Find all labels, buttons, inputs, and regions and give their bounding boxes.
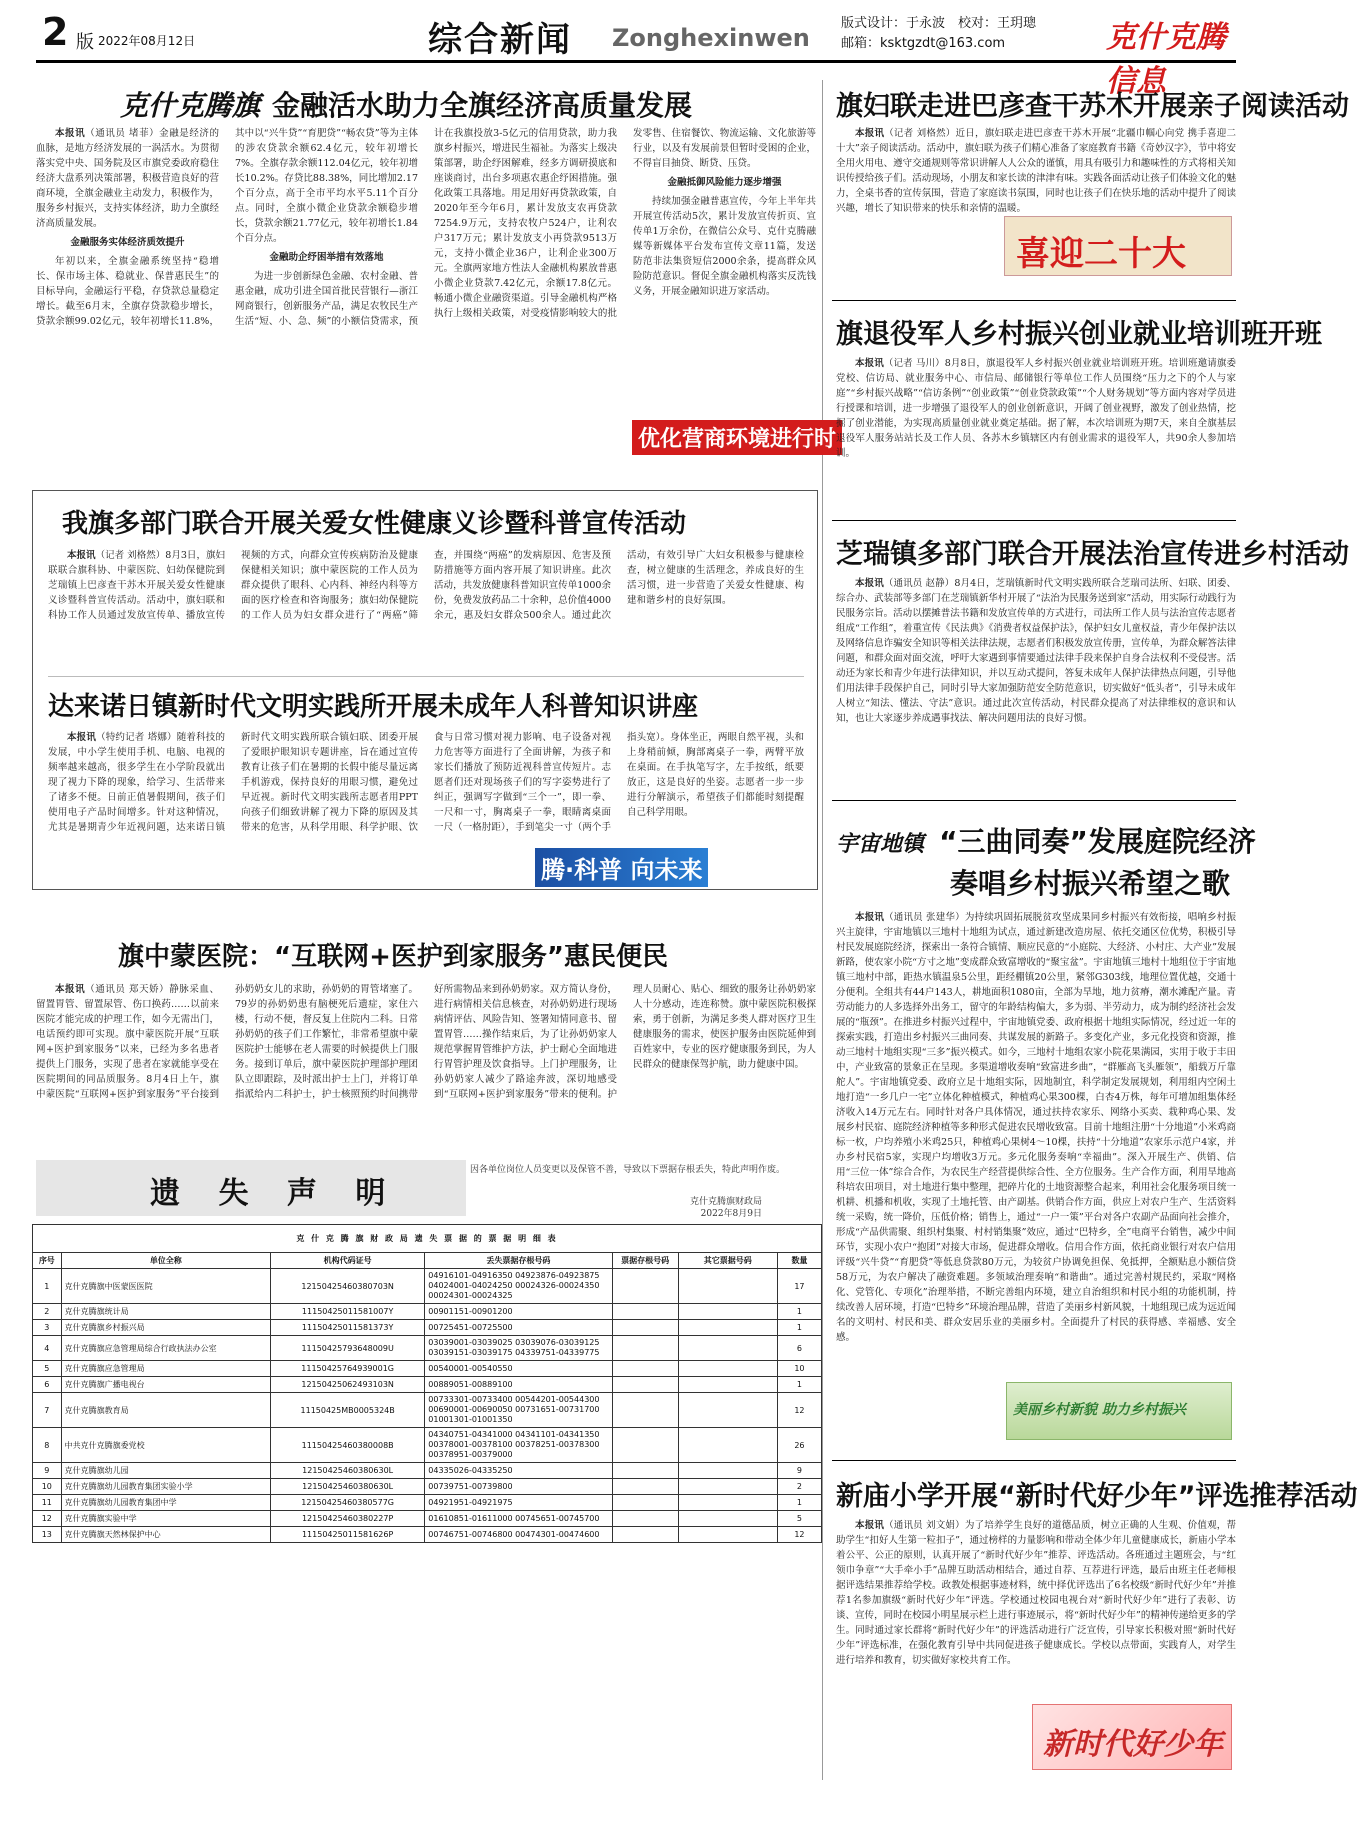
lost-table-caption: 克 什 克 腾 旗 财 政 局 遗 失 票 据 的 票 据 明 细 表 <box>33 1225 822 1253</box>
cell-stub-no <box>612 1495 678 1511</box>
cell-lost-no: 00889051-00889100 <box>425 1377 612 1393</box>
cell-code: 11150425793648009U <box>271 1336 425 1361</box>
a1-tag: 优化营商环境进行时 <box>632 420 842 455</box>
cell-index: 12 <box>33 1511 62 1527</box>
cell-index: 5 <box>33 1361 62 1377</box>
cell-unit: 中共克什克腾旗委党校 <box>61 1428 270 1463</box>
r4-lead: 本报讯 <box>855 912 885 923</box>
column-divider <box>822 80 823 1780</box>
cell-count: 12 <box>777 1527 821 1543</box>
a2-body <box>48 548 804 666</box>
cell-other-no <box>678 1527 777 1543</box>
cell-code: 11150425460380008B <box>271 1428 425 1463</box>
table-row <box>33 1527 822 1543</box>
cell-code: 12150425460380630L <box>271 1463 425 1479</box>
cell-code: 12150425460380227P <box>271 1511 425 1527</box>
r4-title-1: “三曲同奏”发展庭院经济 <box>939 825 1256 858</box>
r5-lead: 本报讯 <box>855 1520 885 1531</box>
cell-count: 10 <box>777 1361 821 1377</box>
r1-lead: 本报讯 <box>855 128 885 139</box>
cell-count: 1 <box>777 1304 821 1320</box>
box-divider <box>48 676 804 677</box>
th-lost-no: 丢失票据存根号码 <box>425 1253 612 1269</box>
cell-stub-no <box>612 1336 678 1361</box>
cell-unit: 克什克腾旗教育局 <box>61 1393 270 1428</box>
cell-stub-no <box>612 1304 678 1320</box>
cell-stub-no <box>612 1463 678 1479</box>
th-code: 机构代码证号 <box>271 1253 425 1269</box>
cell-count: 2 <box>777 1479 821 1495</box>
cell-stub-no <box>612 1479 678 1495</box>
cell-count: 6 <box>777 1336 821 1361</box>
cell-index: 1 <box>33 1269 62 1304</box>
r5-badge-bg <box>1032 1704 1232 1770</box>
r4-tag: 美丽乡村新貌 助力乡村振兴 <box>1013 1402 1186 1418</box>
table-row <box>33 1495 822 1511</box>
lost-sign-org: 克什克腾旗财政局 <box>690 1197 763 1207</box>
cell-stub-no <box>612 1527 678 1543</box>
lost-table-header <box>33 1253 822 1269</box>
cell-stub-no <box>612 1393 678 1428</box>
cell-lost-no: 00733301-00733400 00544201-00544300 00690001-00690050 00731651-00731700 01001301-01001350 <box>425 1393 612 1428</box>
cell-stub-no <box>612 1377 678 1393</box>
r2-text: （记者 马川）8月8日，旗退役军人乡村振兴创业就业培训班开班。培训班邀请旗委党校、信访局、就业服务中心、市信局、邮储银行等单位工作人员围绕“压力之下的个人与家庭”“乡村振兴战略”“信访条例”“创业政策”“创业贷款政策”“个人财务规划”等方面内容对学员进行授课和培训，进一步增强了退役军人的创业创新意识，开阔了创业视野，激发了创业热情，挖掘了创业潜能，为实现高质量创业就业奠定基础。据了解，本次培训班为期7天，来自全旗基层退役军人服务站站长及工作人员、各苏木乡镇辖区内有创业需求的退役军人，共90余人参加培训。 <box>836 358 1236 459</box>
cell-unit: 克什克腾旗应急管理局 <box>61 1361 270 1377</box>
newspaper-logo: 克什克腾信息 <box>1106 20 1226 99</box>
cell-unit: 克什克腾旗中医蒙医医院 <box>61 1269 270 1304</box>
a1-sub3: 金融抵御风险能力逐步增强 <box>667 177 782 188</box>
table-row <box>33 1428 822 1463</box>
r-divider-3 <box>832 800 1236 801</box>
a1-text2: 年初以来，全旗金融系统坚持“稳增长、保市场主体、稳就业、保普惠民生”的目标导向，金融运行平稳，存贷款总量稳定增长。截至6月末，全旗存贷款稳步增长，贷款余额99.02亿元，较年初增长11.8%，其中以“兴牛贷”“育肥贷”“畅农贷”等为主体的涉农贷款余额62.4亿元，较年初增长7%。全旗存款余额112.04亿元，较年初增长10.2%。存贷比88.38%，同比增加2.17个百分点，高于全市平均水平5.11个百分点。同时，全旗小微企业贷款余额稳步增长，贷款余额21.77亿元，较年初增长1.84个百分点。 <box>36 128 418 327</box>
credits <box>841 14 1036 54</box>
a4-title: 旗中蒙医院：“互联网+医护到家服务”惠民便民 <box>118 942 668 972</box>
cell-index: 11 <box>33 1495 62 1511</box>
cell-index: 8 <box>33 1428 62 1463</box>
cell-lost-no: 00725451-00725500 <box>425 1320 612 1336</box>
cell-code: 11150425011581626P <box>271 1527 425 1543</box>
a3-title: 达来诺日镇新时代文明实践所开展未成年人科普知识讲座 <box>48 692 699 722</box>
r5-title: 新庙小学开展“新时代好少年”评选推荐活动 <box>836 1481 1358 1512</box>
r2-lead: 本报讯 <box>855 358 884 369</box>
th-stub-no: 票据存根号码 <box>612 1253 678 1269</box>
a1-sub1: 金融服务实体经济质效提升 <box>70 237 185 248</box>
table-row <box>33 1304 822 1320</box>
cell-lost-no: 04921951-04921975 <box>425 1495 612 1511</box>
cell-other-no <box>678 1479 777 1495</box>
cell-unit: 克什克腾旗幼儿园教育集团中学 <box>61 1495 270 1511</box>
cell-count: 12 <box>777 1393 821 1428</box>
a1-text4: 持续加强金融普惠宣传，今年上半年共开展宣传活动5次，累计发放宣传折页、宣传单1万余份，在微信公众号、克什克腾融媒等新媒体平台发布宣传文章11篇，发送防范非法集资短信2000余条，提高群众风险防范意识。督促全旗金融机构落实反洗钱义务，开展金融知识进万家活动。 <box>633 196 816 297</box>
r-divider-1 <box>832 300 1236 301</box>
cell-index: 9 <box>33 1463 62 1479</box>
cell-other-no <box>678 1304 777 1320</box>
r3-text: （通讯员 赵静）8月4日，芝瑞镇新时代文明实践所联合芝瑞司法所、妇联、团委、综合办、武装部等多部门在芝瑞镇新华村开展了“法治为民服务送到家”活动，用实际行动践行为民服务宗旨。活动以摆摊普法书籍和发放宣传单的方式进行，司法所工作人员与法治宣传志愿者组成“工作组”，着重宣传《民法典》《消费者权益保护法》，保护妇女儿童权益，青少年保护法以及网络信息诈骗安全知识等相关法律法规，志愿者们积极发放宣传册，宣传单，为群众解答法律问题，和群众面对面交流，呼吁大家遇到事情要通过法律手段来保护自身合法权利不受侵害。活动还为家长和青少年进行法律知识，并以互动式提问，答复未成年人保护法律热点问题，引导他们用法律手段保护自己，同时引导大家加强防范安全防范意识，切实做好“低头者”，引导未成年人树立“知法、懂法、守法”意识。通过此次宣传活动，村民群众提高了对法律维权的意识和认知，也让大家逐步养成遇事找法、解决问题用法的良好习惯。 <box>836 578 1236 724</box>
cell-index: 3 <box>33 1320 62 1336</box>
issue-date: 2022年08月12日 <box>98 34 196 48</box>
table-row <box>33 1393 822 1428</box>
lost-table <box>32 1224 822 1543</box>
cell-unit: 克什克腾旗应急管理局综合行政执法办公室 <box>61 1336 270 1361</box>
table-row <box>33 1479 822 1495</box>
table-row <box>33 1463 822 1479</box>
r4-title-2: 奏唱乡村振兴希望之歌 <box>950 867 1231 900</box>
cell-other-no <box>678 1320 777 1336</box>
r5-badge: 新时代好少年 <box>1043 1727 1223 1762</box>
cell-stub-no <box>612 1511 678 1527</box>
email[interactable]: 邮箱：ksktgzdt@163.com <box>841 36 1006 51</box>
th-other-no: 其它票据号码 <box>678 1253 777 1269</box>
r3-lead: 本报讯 <box>855 578 884 589</box>
a3-body <box>48 730 804 850</box>
masthead <box>36 10 1236 99</box>
a1-lead: 本报讯 <box>55 128 86 139</box>
th-count: 数量 <box>777 1253 821 1269</box>
a2-text: （记者 刘格然）8月3日，旗妇联联合旗科协、中蒙医院、妇幼保健院到芝瑞镇上巴彦查干苏木开展关爱女性健康义诊暨科普宣传活动。活动中，旗妇联和科协工作人员通过发放宣传单、播放宣传视频的方式，向群众宣传疾病防治及健康保健相关知识；旗中蒙医院的工作人员为群众提供了眼科、心内科、神经内科等方面的医疗检查和咨询服务；旗妇幼保健院的工作人员为妇女群众进行了“两癌”筛查，并围绕“两癌”的发病原因、危害及预防措施等方面内容开展了知识讲座。此次活动，共发放健康科普知识宣传单1000余份，免费发放药品二十余种，总价值4000余元，惠及妇女群众500余人。通过此次活动，有效引导广大妇女积极参与健康检查，树立健康的生活理念，养成良好的生活习惯，进一步营造了关爱女性健康、构建和谐乡村的良好氛围。 <box>48 550 804 621</box>
r1-badge: 喜迎二十大 <box>1016 234 1186 274</box>
cell-code: 11150425011581373Y <box>271 1320 425 1336</box>
a1-headline <box>120 84 692 124</box>
th-index: 序号 <box>33 1253 62 1269</box>
cell-other-no <box>678 1511 777 1527</box>
cell-code: 11150425MB0005324B <box>271 1393 425 1428</box>
cell-count: 17 <box>777 1269 821 1304</box>
r1-title: 旗妇联走进巴彦查干苏木开展亲子阅读活动 <box>836 91 1349 122</box>
cell-unit: 克什克腾旗统计局 <box>61 1304 270 1320</box>
a4-lead: 本报讯 <box>55 984 86 995</box>
cell-lost-no: 00901151-00901200 <box>425 1304 612 1320</box>
cell-other-no <box>678 1269 777 1304</box>
a1-text3: 为进一步创新绿色金融、农村金融、普惠金融，成功引进全国首批民营银行—浙江网商银行，创新服务产品，满足农牧民生产生活“短、小、急、频”的小额信贷需求，预计在我旗投放3-5亿元的信用贷款，助力我旗乡村振兴，增进民生福祉。为落实上级决策部署，助企纾困解难，经多方调研摸底和座谈商讨，出台多项惠农惠企纾困措施。强化政策工具落地。用足用好再贷款政策，自2020年至今年6月，累计发放支农再贷款7254.9万元，支持农牧户524户，让利农户317万元；累计发放支小再贷款9513万元，支持小微企业36户，让利企业300万元。全旗两家地方性法人金融机构累放普惠小微企业贷款7.42亿元，余额17.8亿元。畅通小微企业融资渠道。引导金融机构严格执行上级相关政策，对受疫情影响较大的批发零售、住宿餐饮、物流运输、文化旅游等行业，以及有发展前景但暂时受困的企业，不得盲目抽贷、断贷、压贷。 <box>235 128 816 327</box>
a3-tag: 腾·科普 向未来 <box>535 848 708 887</box>
cell-lost-no: 03039001-03039025 03039076-03039125 03039151-03039175 04339751-04339775 <box>425 1336 612 1361</box>
cell-index: 7 <box>33 1393 62 1428</box>
page-label: 版 <box>76 32 94 53</box>
cell-count: 26 <box>777 1428 821 1463</box>
cell-code: 11150425764939001G <box>271 1361 425 1377</box>
cell-count: 1 <box>777 1377 821 1393</box>
cell-stub-no <box>612 1320 678 1336</box>
cell-other-no <box>678 1393 777 1428</box>
cell-lost-no: 04916101-04916350 04923876-04923875 04024001-04024250 00024326-00024350 00024301-00024325 <box>425 1269 612 1304</box>
table-row <box>33 1269 822 1304</box>
r1-text: （记者 刘格然）近日，旗妇联走进巴彦查干苏木开展“北疆巾帼心向党 携手喜迎二十大”亲子阅读活动。活动中，旗妇联为孩子们精心准备了家庭教育书籍《奇妙汉字》，节中将安全用火用电、遵守交通规则等常识讲解人人公众的谨慎，用具有吸引力和趣味性的方式将相关知识传授给孩子们。活动现场，小朋友和家长读的津津有味。实践各面活动让孩子们体验文化的魅力，全桌书香的宣传氛围，营造了家庭读书氛围，同时也让孩子们在快乐地的活动中提升了阅读兴趣，增长了知识带来的快乐和亲情的温暖。 <box>836 128 1236 214</box>
cell-index: 6 <box>33 1377 62 1393</box>
r2-title: 旗退役军人乡村振兴创业就业培训班开班 <box>836 319 1322 350</box>
lost-sign-date: 2022年8月9日 <box>700 1209 763 1219</box>
a4-body <box>36 982 816 1142</box>
a4-text: （通讯员 郑天娇）静脉采血、留置胃管、留置尿管、伤口换药……以前来医院才能完成的护理工作，如今无需出门，电话预约即可实现。旗中蒙医院开展“互联网+医护到家服务”以来，已经为多名患者提供上门服务，实现了患者在家就能享受在医院期间的同品质服务。8月4日上午，旗中蒙医院“互联网+医护到家服务”平台接到孙奶奶女儿的求助，孙奶奶的胃管堵塞了。79岁的孙奶奶患有脑梗死后遗症，家住六楼，行动不便，督反复上住院内二科。日常孙奶奶的孩子们工作繁忙，非常希望旗中蒙医院护士能够在老人需要的时候提供上门服务。接到订单后，旗中蒙医院护理部护理团队立即跟踪，及时派出护士上门，并将订单指派给内二科护士，护士核照预约时间携带好所需物品来到孙奶奶家。双方简认身份，进行病情相关信息核查，对孙奶奶进行现场病情评估、风险告知、签署知情同意书、留置胃管……操作结束后，为了让孙奶奶家人规范掌握胃管维护方法，护士耐心全面地进行胃管护理及饮食指导。上门护理服务，让孙奶奶家人减少了路途奔波，深切地感受到“互联网+医护到家服务”带来的便利。护理人员耐心、贴心、细致的服务让孙奶奶家人十分感动，连连称赞。旗中蒙医院积极探索，勇于创新，为满足多类人群对医疗卫生健康服务的需求，使医护服务由医院延伸到百姓家中，专业的医疗健康服务到民，为人民群众的健康保驾护航，助力健康中国。 <box>36 984 816 1100</box>
cell-code: 12150425062493103N <box>271 1377 425 1393</box>
cell-index: 2 <box>33 1304 62 1320</box>
cell-count: 1 <box>777 1495 821 1511</box>
r4-title-small: 宇宙地镇 <box>836 831 925 857</box>
a3-text: （特约记者 塔娜）随着科技的发展，中小学生使用手机、电脑、电视的频率越来越高，很多学生在小学阶段就出现了视力下降的现象，给学习、生活带来了诸多不便。日前正值暑假期间，孩子们使用电子产品时间增多。针对这种情况，尤其是暑期青少年近视问题，达来诺日镇新时代文明实践所联合镇妇联、团委开展了爱眼护眼知识专题讲座，旨在通过宣传教育让孩子们在暑期的长假中能尽量远离手机游戏，保持良好的用眼习惯，避免过早近视。新时代文明实践所志愿者用PPT向孩子们细致讲解了视力下降的原因及其带来的危害，从科学用眼、科学护眼、饮食与日常习惯对视力影响、电子设备对视力危害等方面进行了全面讲解，为孩子和家长们播放了预防近视科普宣传短片。志愿者们还对现场孩子们的写字姿势进行了纠正，强调写字做到“三个一”，即一拳、一尺和一寸，胸离桌子一拳，眼睛离桌面一尺（一格肘距），手到笔尖一寸（两个手指头宽）。身体坐正，两眼自然平视，头和上身稍前倾，胸部离桌子一拳，两臂平放在桌面。在手执笔写字，左手按纸，纸要放正，这是良好的坐姿。志愿者一步一步进行分解演示，希望孩子们都能时刻提醒自己科学用眼。 <box>48 732 804 833</box>
lost-signature <box>690 1196 762 1220</box>
cell-lost-no: 01610851-01611000 00745651-00745700 <box>425 1511 612 1527</box>
cell-count: 9 <box>777 1463 821 1479</box>
r5-text: （通讯员 刘文娟）为了培养学生良好的道德品质，树立正确的人生观、价值观，帮助学生“扣好人生第一粒扣子”，通过榜样的力量影响和带动全体少年儿童健康成长，新庙小学本着公平、公正的原则，认真开展了“新时代好少年”推荐、评选活动。各班通过主题班会，与“红领巾争章”“大手牵小手”品牌互助活动相结合，通过自荐、互荐进行评选，最后由班主任老师根据评选结果推荐给学校。政教处根据事迹材料，统中择优评选出了6名校级“新时代好少年”并推荐1名参加旗级“新时代好少年”评选。学校通过校园电视台对“新时代好少年”进行了表彰、访谈、宣传，同时在校园小明星展示栏上进行事迹展示，将“新时代好少年”的精神传递给更多的学生。同时通过家长群将“新时代好少年”的评选活动进行广泛宣传，引导家长积极对照“新时代好少年”评选标准，在强化教育引导中共同促进孩子健康成长。学校以点带面，实践育人，对学生进行培养和教育，切实做好家校共育工作。 <box>836 1520 1236 1666</box>
cell-lost-no: 00540001-00540550 <box>425 1361 612 1377</box>
cell-count: 5 <box>777 1511 821 1527</box>
lost-table-body <box>33 1269 822 1543</box>
lost-title: 遗 失 声 明 <box>150 1176 400 1211</box>
a1-text: （通讯员 堵菲）金融是经济的血脉，是地方经济发展的一涡活水。为贯彻落实党中央、国务院及区市旗党委政府稳住经济大盘系列决策部署，积极营造良好的营商环境，全旗金融业主动发力，积极作为，服务乡村振兴，支持实体经济，助力全旗经济高质量发展。 <box>36 128 219 229</box>
cell-lost-no: 04335026-04335250 <box>425 1463 612 1479</box>
cell-stub-no <box>612 1361 678 1377</box>
table-row <box>33 1361 822 1377</box>
cell-code: 12150425460380577G <box>271 1495 425 1511</box>
cell-stub-no <box>612 1428 678 1463</box>
cell-code: 12150425460380703N <box>271 1269 425 1304</box>
a2-title: 我旗多部门联合开展关爱女性健康义诊暨科普宣传活动 <box>62 509 687 539</box>
cell-unit: 克什克腾旗乡村振兴局 <box>61 1320 270 1336</box>
cell-unit: 克什克腾旗幼儿园 <box>61 1463 270 1479</box>
table-row <box>33 1377 822 1393</box>
th-unit: 单位全称 <box>61 1253 270 1269</box>
cell-other-no <box>678 1428 777 1463</box>
cell-other-no <box>678 1361 777 1377</box>
section-pinyin: Zonghexinwen <box>612 24 810 52</box>
cell-other-no <box>678 1463 777 1479</box>
cell-index: 4 <box>33 1336 62 1361</box>
a3-lead: 本报讯 <box>67 732 97 743</box>
cell-unit: 克什克腾旗幼儿园教育集团实验小学 <box>61 1479 270 1495</box>
a2-lead: 本报讯 <box>67 550 96 561</box>
table-row <box>33 1336 822 1361</box>
cell-stub-no <box>612 1269 678 1304</box>
a1-brand: 克什克腾旗 <box>120 89 261 122</box>
r4-body <box>836 910 1236 1440</box>
r4-text: （通讯员 张建华）为持续巩固拓展脱贫攻坚成果同乡村振兴有效衔接，唱响乡村振兴主旋律，宇宙地镇以三地村十地组为试点，通过新建改造房屋、依托交通区位优势，积极引导村民发展庭院经济，探索出一条符合镇情、顺应民意的“小庭院、大经济、小村庄、大产业”发展新路，使农家小院“方寸之地”变成群众致富增收的“聚宝盆”。宇宙地镇三地村十地组位于宇宙地镇三地村中部，距热水镇温泉5公里，距经棚镇20公里，紧邻G303线，地理位置优越，交通十分便利。全组共有44户143人，耕地面积1080亩，全部为旱地，地力贫瘠，潮水滩配产量。青劳动能力的人多选择外出务工，留守的年龄结构偏大，多为弱、半劳动力，成为制约经济社会发展的“瓶颈”。在推进乡村振兴过程中，宇宙地镇党委、政府根据十地组实际情况，经过近一年的探索实践，打造出乡村振兴三曲同奏、共谋发展的新路子。多变化产业，多元化投资和资源，推动三地村十地组实现“三多”振兴模式。如今，三地村十地组农家小院花果满园，实用于收于丰田中，产业致富的景象正在呈现。多渠道增收奏响“致富进乡曲”，“群雁高飞头雁领”，船载万斤靠舵人”。宇宙地镇党委、政府立足十地组实际，因地制宜，科学制定发展规划，利用组内空闲土地打造“一乡几户一宅”立体化种植模式，种植鸡心果300棵，白杏4万株，每年可增加组集体经济收入14万元左右。同时针对各户具体情况，通过扶持农家乐、网络小买卖、栽种鸡心果、发展乡村民宿、庭院经济种植等多种形式促进农民增收致富。目前十地组注册“十分地道”小米鸡商标一枚，户均养殖小米鸡25只，种植鸡心果树4～10棵，扶持“十分地道”农家乐示范户4家，并办乡村民宿5家，实现户均增收3万元。多元化服务奏响“幸福曲”。深入开展生产、供销、信用“三位一体”综合合作，为农民生产经营提供综合性、全方位服务。生产合作方面，利用旱地高科培农田项目，对土地进行集中整理，把碎片化的土地资源整合起来，利用社会化服务项目统一机耕、机播和机收，实现了土地托管、由产副基。供销合作方面，供应上对农户生产、生活资料统一采购，统一降价，压低价格；销售上，通过“一户一策”平台对各户农副产品面向社会推介，形成“产品供需聚、组织村集聚、村村销集聚”效应，通过“巴特乡，全”电商平台销售，减少中间环节，实现小农户“抱团”对接大市场，促进群众增收。信用合作方面，依托商业银行对农户信用评级“兴牛贷”“育肥贷”等低息贷款80万元，为较贫户协调免担保、免抵押，全额贴息小额信贷58万元，为农户解决了融资难题。多领域治理奏响“和谐曲”。通过完善村规民约，采取“网格化、党管化、专项化”治理举措，不断完善组内环境，建立自治组织和村民小组的功能机制，持续改善人居环境，打造“巴特乡”环境治理品牌，营造了美丽乡村新风貌，十地组现已成为远近闻名的文明村、村民和美、群众安居乐业的美丽乡村。全面提升了村民的获得感、幸福感、安全感。 <box>836 912 1236 1343</box>
cell-count: 1 <box>777 1320 821 1336</box>
cell-unit: 克什克腾旗实验中学 <box>61 1511 270 1527</box>
table-row <box>33 1511 822 1527</box>
a1-body <box>36 126 816 446</box>
masthead-rule <box>36 60 1236 63</box>
r2-body <box>836 356 1236 506</box>
cell-code: 11150425011581007Y <box>271 1304 425 1320</box>
cell-code: 12150425460380630L <box>271 1479 425 1495</box>
lost-note: 因各单位岗位人员变更以及保管不善，导致以下票据存根丢失，特此声明作废。 <box>470 1165 786 1175</box>
r4-illustration <box>1006 1382 1232 1440</box>
a1-sub2: 金融助企纾困举措有效落地 <box>269 252 384 263</box>
cell-index: 13 <box>33 1527 62 1543</box>
cell-lost-no: 00746751-00746800 00474301-00474600 <box>425 1527 612 1543</box>
r3-body <box>836 576 1236 776</box>
r-divider-4 <box>832 1460 1236 1461</box>
cell-lost-no: 04340751-04341000 04341101-04341350 00378001-00378100 00378251-00378300 00378951-00379000 <box>425 1428 612 1463</box>
r3-title: 芝瑞镇多部门联合开展法治宣传进乡村活动 <box>836 539 1349 570</box>
design-credit: 版式设计：于永波 校对：王玥璁 <box>841 16 1037 31</box>
r4-headline <box>836 820 1256 860</box>
cell-other-no <box>678 1377 777 1393</box>
page-number: 2 <box>42 10 69 54</box>
r-divider-2 <box>832 520 1236 521</box>
cell-other-no <box>678 1495 777 1511</box>
cell-index: 10 <box>33 1479 62 1495</box>
table-row <box>33 1320 822 1336</box>
cell-other-no <box>678 1336 777 1361</box>
cell-lost-no: 00739751-00739800 <box>425 1479 612 1495</box>
section-title: 综合新闻 <box>428 20 572 60</box>
a1-title: 金融活水助力全旗经济高质量发展 <box>272 89 693 122</box>
cell-unit: 克什克腾旗广播电视台 <box>61 1377 270 1393</box>
cell-unit: 克什克腾旗天然林保护中心 <box>61 1527 270 1543</box>
